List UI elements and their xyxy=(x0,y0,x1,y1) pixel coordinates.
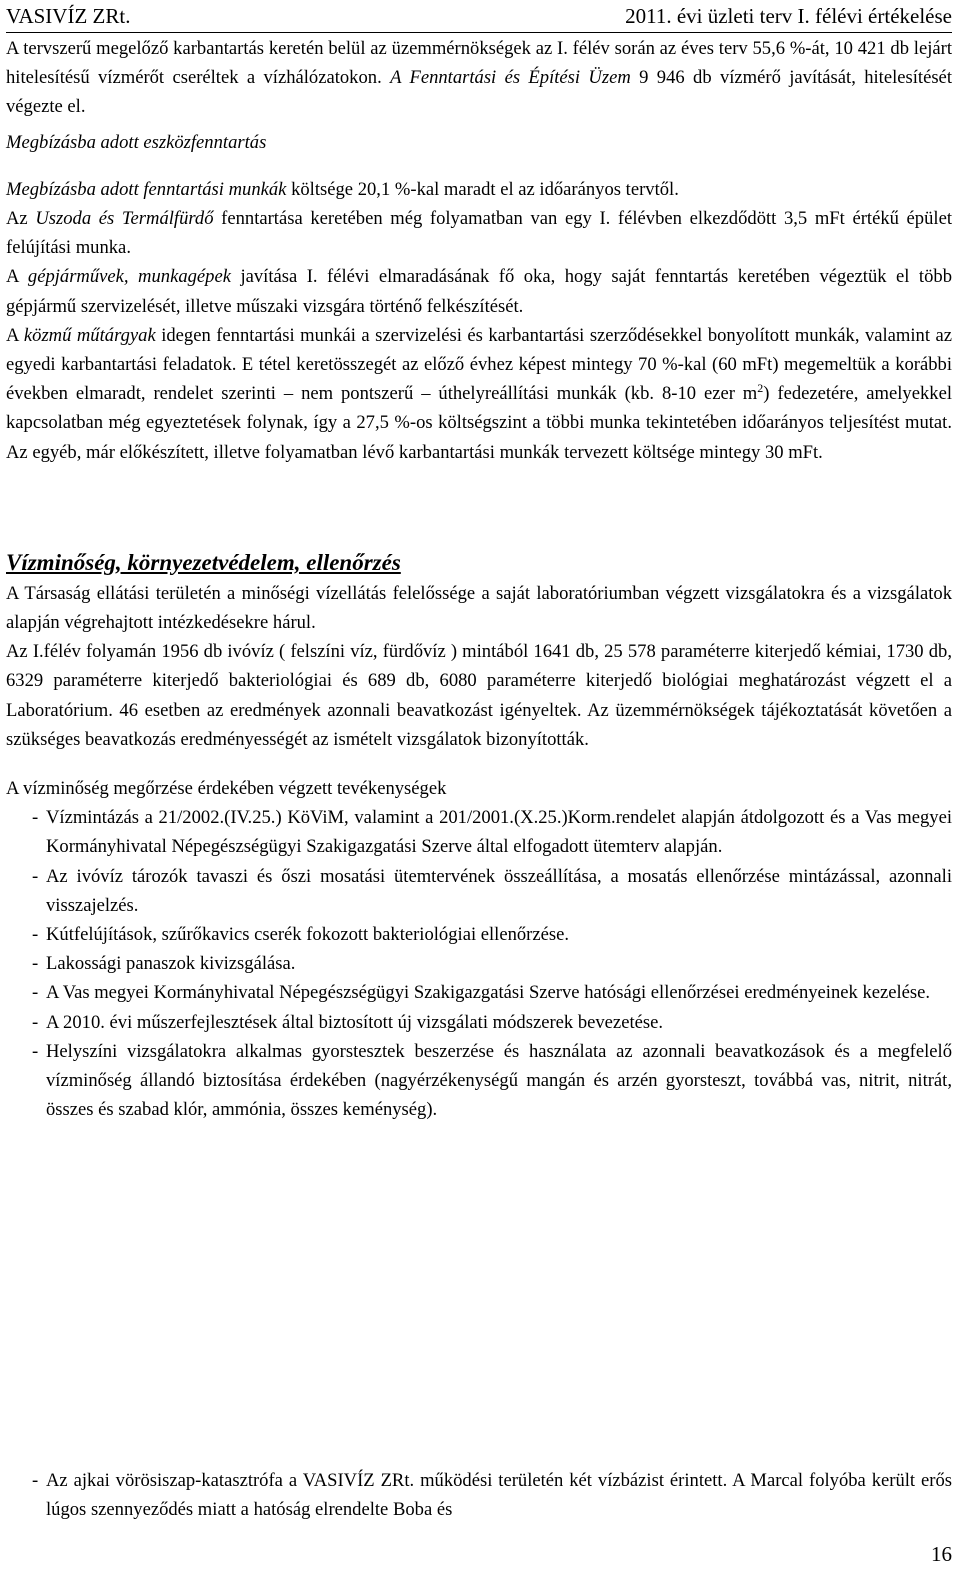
list-item-text: Vízmintázás a 21/2002.(IV.25.) KöViM, valamint a 201/2001.(X.25.)Korm.rendelet alapján átdolgozott és a Vas megyei Kormányhivatal Népegészségügyi Szakigazgatási Szerve által elfogadott ütemterv alapján. xyxy=(46,807,952,858)
paragraph-maintenance xyxy=(6,34,952,122)
activity-list xyxy=(6,803,952,1124)
section-title: Vízminőség, környezetvédelem, ellenőrzés xyxy=(6,549,401,575)
text-span: fenntartása keretében még folyamatban van egy I. félévben elkezdődött 3,5 mFt értékű épület felújítási munka. xyxy=(6,208,952,259)
emphasis: A Fenntartási és Építési Üzem xyxy=(390,67,631,89)
paragraph-commissioned xyxy=(6,175,952,204)
paragraph-laboratory: Az I.félév folyamán 1956 db ivóvíz ( felszíni víz, fürdővíz ) mintából 1641 db, 25 578 paraméterre kiterjedő kémiai, 1730 db, 6329 paraméterre kiterjedő bakteriológiai és 689 db, 6080 paraméterre kiterjedő biológiai meghatározást végzett el a Laboratórium. 46 esetben az eredmények azonnali beavatkozást igényeltek. Az üzemmérnökségek tájékoztatását követően a szükséges beavatkozás eredményességét az ismételt vizsgálatok bizonyították. xyxy=(6,641,952,750)
page-header xyxy=(6,4,952,33)
list-item-text: Az ivóvíz tározók tavaszi és őszi mosatási ütemtervének összeállítása, a mosatás ellenőrzése mintázással, azonnali visszajelzés. xyxy=(46,865,952,916)
superscript: 2 xyxy=(757,381,764,396)
subheading: Megbízásba adott eszközfenntartás xyxy=(6,131,267,153)
text-span: A xyxy=(6,324,24,346)
emphasis: közmű műtárgyak xyxy=(23,324,156,346)
list-item-text: Kútfelújítások, szűrőkavics cserék fokozott bakteriológiai ellenőrzése. xyxy=(46,924,570,946)
list-item xyxy=(6,803,952,861)
list-dash: - xyxy=(32,982,39,1004)
list-item-text: Lakossági panaszok kivizsgálása. xyxy=(46,953,296,975)
list-item xyxy=(6,1037,952,1125)
emphasis: gépjárművek, munkagépek xyxy=(27,266,231,288)
paragraph-pool xyxy=(6,204,952,262)
text-span: javítása I. félévi elmaradásának fő oka, hogy saját fenntartás keretében végeztük el több gépjármű szervizelését, illetve műszaki vizsgára történő felkészítését. xyxy=(6,266,952,317)
emphasis: Megbízásba adott fenntartási munkák xyxy=(6,178,287,200)
paragraph-responsibility: A Társaság ellátási területén a minőségi vízellátás felelőssége a saját laboratóriumban végzett vizsgálatokra és a vizsgálatok alapján végrehajtott intézkedésekre hárul. xyxy=(6,582,952,634)
list-intro: A vízminőség megőrzése érdekében végzett tevékenységek xyxy=(6,778,447,800)
list-item xyxy=(6,978,952,1007)
document-body xyxy=(6,34,952,1125)
list-dash: - xyxy=(32,924,39,946)
footer-list xyxy=(6,1466,952,1524)
paragraph-vehicles xyxy=(6,262,952,320)
list-item-text: A Vas megyei Kormányhivatal Népegészségügyi Szakigazgatási Szerve hatósági ellenőrzései eredményeinek kezelése. xyxy=(46,982,931,1004)
document-title: 2011. évi üzleti terv I. félévi értékelése xyxy=(625,4,952,28)
page-number: 16 xyxy=(931,1542,952,1566)
list-dash: - xyxy=(32,953,39,975)
text-span: 9 946 db vízmérő javítását, hitelesítését végezte el. xyxy=(6,67,952,118)
text-span: ) fedezetére, amelyekkel kapcsolatban még egyeztetések folynak, így a 27,5 %-os költségszint a többi munka tekintetében időarányos teljesítést mutat. Az egyéb, már előkészített, illetve folyamatban lévő karbantartási munkák tervezett költsége mintegy 30 mFt. xyxy=(6,383,952,463)
company-name: VASIVÍZ ZRt. xyxy=(6,4,131,28)
text-span: Az xyxy=(6,208,36,230)
list-item xyxy=(6,1466,952,1524)
list-item xyxy=(6,1008,952,1037)
list-item xyxy=(6,920,952,949)
list-dash: - xyxy=(32,1011,39,1033)
list-dash: - xyxy=(32,1470,39,1491)
list-dash: - xyxy=(32,865,39,887)
emphasis: Uszoda és Termálfürdő xyxy=(35,208,214,230)
list-dash: - xyxy=(32,1040,39,1062)
text-span: idegen fenntartási munkái a szervizelési és karbantartási szerződésekkel bonyolított munkák, valamint az egyedi karbantartási feladatok. E tétel keretösszegét az előző évhez képest mintegy 70 %-kal (60 mFt) megemeltük a korábbi években elmaradt, rendelet szerinti – nem pontszerű – úthelyreállítási munkák (kb. 8-10 ezer m xyxy=(6,324,952,405)
list-item-text: Helyszíni vizsgálatokra alkalmas gyorstesztek beszerzése és használata az azonnali beavatkozások és a megfelelő vízminőség állandó biztosítása érdekében (nagyérzékenységű mangán és arzén gyorsteszt, továbbá vas, nitrit, nitrát, összes és szabad klór, ammónia, összes keménység). xyxy=(46,1040,952,1121)
paragraph-utility-structures xyxy=(6,321,952,467)
list-item xyxy=(6,949,952,978)
list-item-text: Az ajkai vörösiszap-katasztrófa a VASIVÍZ ZRt. működési területén két vízbázist érintett. A Marcal folyóba került erős lúgos szennyeződés miatt a hatóság elrendelte Boba és xyxy=(46,1470,952,1521)
list-item xyxy=(6,862,952,920)
list-item-text: A 2010. évi műszerfejlesztések által biztosított új vizsgálati módszerek bevezetése. xyxy=(46,1011,663,1033)
text-span: költsége 20,1 %-kal maradt el az időarányos tervtől. xyxy=(286,178,679,200)
footer-activity-list xyxy=(6,1466,952,1524)
text-span: A xyxy=(6,266,28,288)
list-dash: - xyxy=(32,807,39,829)
text-span: A tervszerű megelőző karbantartás keretén belül az üzemmérnökségek az I. félév során az éves terv 55,6 %-át, 10 421 db lejárt hitelesítésű vízmérőt cseréltek a vízhálózatokon. xyxy=(6,38,952,89)
